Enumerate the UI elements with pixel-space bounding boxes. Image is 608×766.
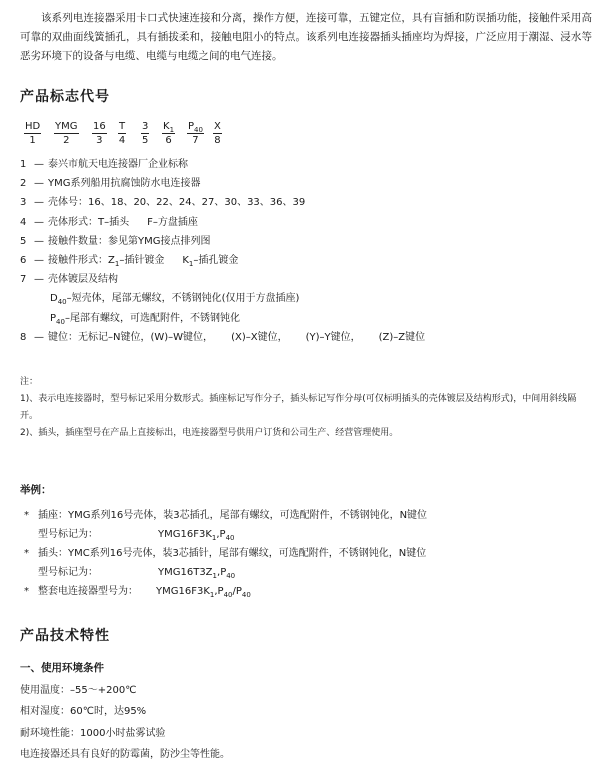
intro-text: 该系列电连接器采用卡口式快速连接和分离，操作方便，连接可靠，五键定位，具有盲插和防误插功能，接触件采用高可靠的双曲面线簧插孔，具有插拔柔和，接触电阻小的特点。该系列电连接器插头插座均为焊接，广泛应用于潮湿、浸水等恶劣环境下的设备与电缆、电缆与电缆之间的电气连接。	[20, 12, 592, 62]
list-item: 1 — 泰兴市航天电连接器厂企业标称	[20, 159, 188, 170]
note-2: 2)、插头，插座型号在产品上直接标出，电连接器型号供用户订货和公司生产、经营管理使用。	[20, 428, 399, 438]
example-2-model: 型号标记为： $YMG16T3Z_1,P_{40}$	[38, 567, 236, 580]
extra-line: 电连接器还具有良好的防霉菌，防沙尘等性能。	[20, 749, 230, 760]
code-cell-8: X 8	[214, 121, 221, 146]
code-cell-6: $K_1$ 6	[163, 121, 175, 146]
humidity-line: 相对湿度：60℃时，达95%	[20, 706, 147, 717]
features-section	[20, 658, 230, 766]
intro-paragraph	[20, 9, 592, 66]
code-cell-7: $P_{40}$ 7	[188, 121, 203, 146]
list-item: 8 — 键位：无标记–N键位，(W)–W键位， (X)–X键位， (Y)–Y键位， (Z)–Z键位	[20, 331, 426, 343]
temperature-line: 使用温度：–55～+200℃	[20, 684, 137, 696]
examples-section	[20, 481, 427, 601]
examples-label: 举例：	[20, 484, 52, 496]
heading-tech-specs: 产品技术特性	[20, 628, 110, 644]
example-1-model: 型号标记为： $YMG16F3K_1,P_{40}$	[38, 529, 235, 542]
example-3: * 整套电连接器型号为： $YMG16F3K_1,P_{40}/P_{40}$	[24, 586, 251, 599]
code-cell-4: T 4	[118, 121, 126, 146]
notes-section	[20, 374, 592, 442]
list-item: 3 — 壳体号：16、18、20、22、24、27、30、33、36、39	[20, 197, 306, 209]
code-cell-2: YMG 2	[55, 121, 78, 146]
note-1: 1)、表示电连接器时，型号标记采用分数形式。插座标记写作分子，插头标记写作分母(可仅标明插头的壳体镀层及结构形式)，中间用斜线隔开。	[20, 394, 577, 421]
code-cell-5: 3 5	[142, 121, 149, 146]
list-subitem: $D_{40}-$短壳体，尾部无螺纹，不锈钢钝化(仅用于方盘插座)	[50, 293, 300, 307]
list-item: 7 — 壳体镀层及结构	[20, 274, 118, 286]
list-item: 4 — 壳体形式：T–插头 F–方盘插座	[20, 216, 198, 228]
code-cell-3: 16 3	[93, 121, 106, 146]
notes-label: 注：	[20, 377, 39, 387]
code-cell-1: HD 1	[25, 121, 41, 146]
list-item: 6 — 接触件形式：$Z_1-$插针镀金 $K_1-$插孔镀金	[20, 255, 239, 269]
environment-line: 耐环境性能：1000小时盐雾试验	[20, 727, 166, 739]
example-2: * 插头：YMC系列16号壳体，装3芯插针，尾部有螺纹，可选配附件，不锈钢钝化，N键位	[24, 548, 427, 559]
list-item: 5 — 接触件数量：参见第YMG接点排列图	[20, 235, 211, 247]
list-subitem: $P_{40}-$尾部有螺纹，可选配附件，不锈钢钝化	[50, 312, 240, 326]
list-item: 2 — YMG系列船用抗腐蚀防水电连接器	[20, 178, 201, 190]
env-conditions-heading: 一、使用环境条件	[20, 662, 104, 674]
code-legend-list	[20, 155, 425, 347]
heading-product-code: 产品标志代号	[20, 89, 110, 105]
example-1: * 插座：YMG系列16号壳体，装3芯插孔，尾部有螺纹，可选配附件，不锈钢钝化，N键位	[24, 510, 428, 521]
